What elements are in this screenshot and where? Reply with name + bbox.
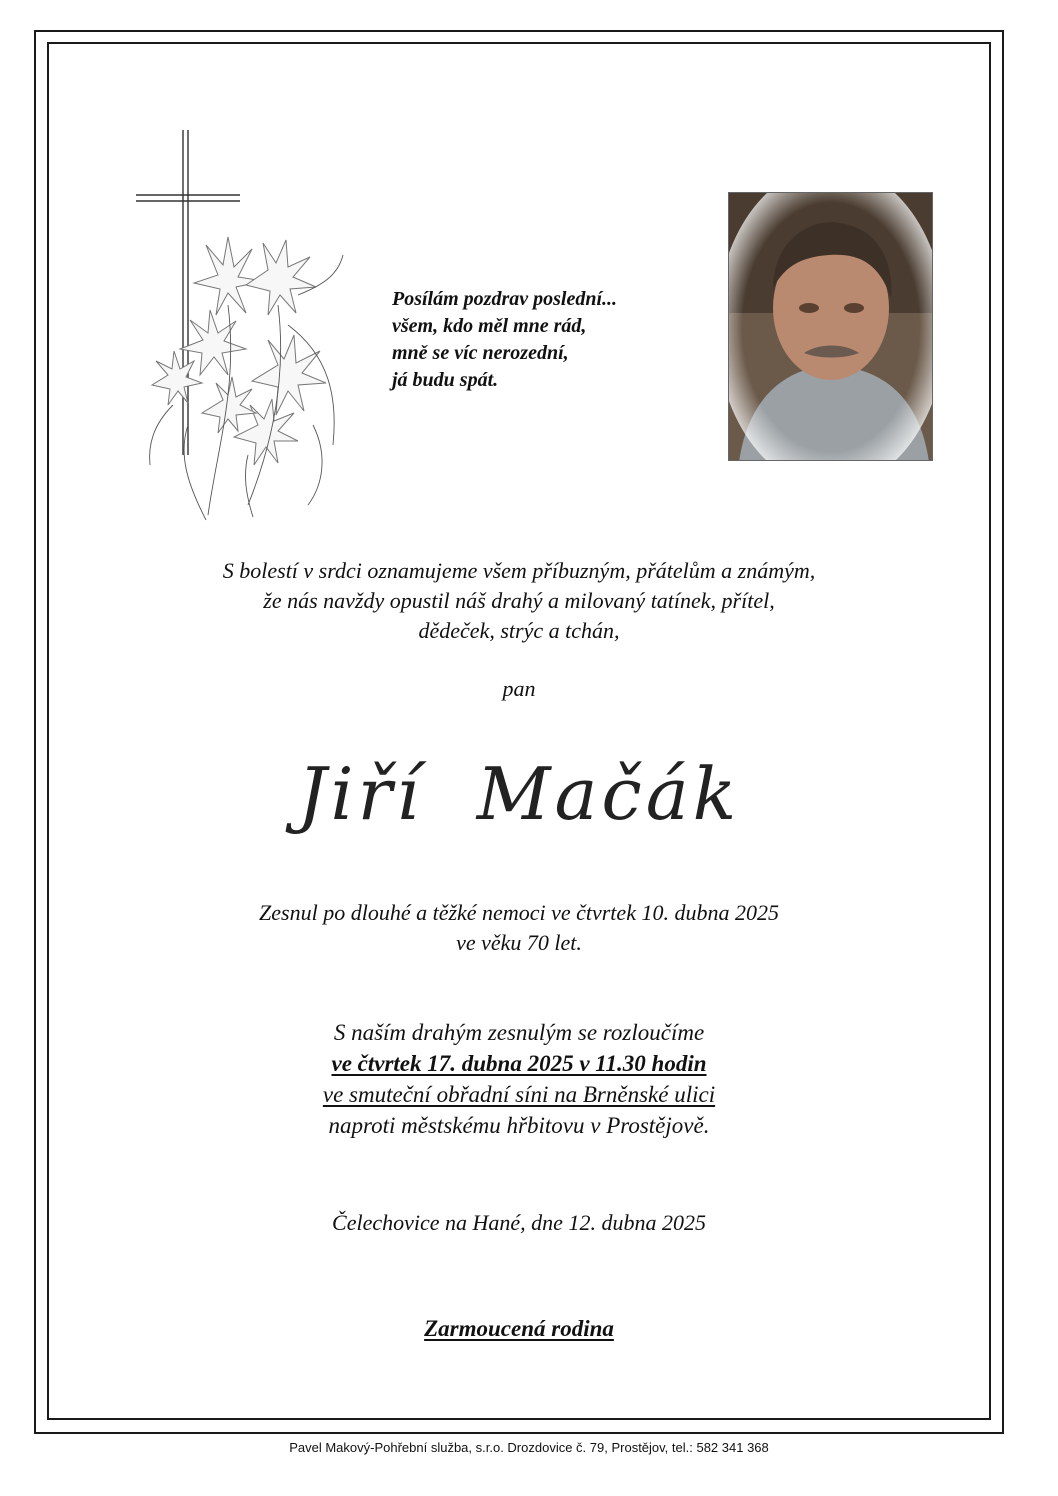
announcement-line: S bolestí v srdci oznamujeme všem příbuzným, přátelům a známým, [222,558,816,583]
place-date: Čelechovice na Hané, dne 12. dubna 2025 [332,1210,706,1235]
verse-poem [392,286,722,394]
deceased-name [47,752,991,836]
announcement-line: že nás navždy opustil náš drahý a milovaný tatínek, přítel, [263,588,775,613]
title-pan: pan [502,676,536,701]
death-line: Zesnul po dlouhé a těžké nemoci ve čtvrtek 10. dubna 2025 [259,900,779,925]
funeral-info [47,1017,991,1141]
funeral-venue: ve smuteční obřadní síni na Brněnské ulici [322,1082,716,1107]
verse-line: Posílám pozdrav poslední... [392,288,618,310]
age-line: ve věku 70 let. [456,930,582,955]
funeral-intro: S naším drahým zesnulým se rozloučíme [333,1020,705,1045]
announcement-line: dědeček, strýc a tchán, [418,618,620,643]
signature: Zarmoucená rodina [424,1316,614,1341]
announcement [47,556,991,646]
cross-with-lilies-icon [128,125,348,525]
funeral-location: naproti městskému hřbitovu v Prostějově. [328,1113,710,1138]
portrait-photo [728,192,933,461]
verse-line: všem, kdo měl mne rád, [392,315,587,337]
deceased-name-text: Jiří Mačák [297,752,741,836]
verse-line: mně se víc nerozední, [392,342,569,364]
verse-line: já budu spát. [392,369,499,391]
funeral-datetime: ve čtvrtek 17. dubna 2025 v 11.30 hodin [331,1051,707,1076]
portrait-image [729,193,933,461]
footer-imprint: Pavel Makový-Pohřební služba, s.r.o. Drozdovice č. 79, Prostějov, tel.: 582 341 368 [289,1440,769,1455]
death-notice [47,898,991,958]
